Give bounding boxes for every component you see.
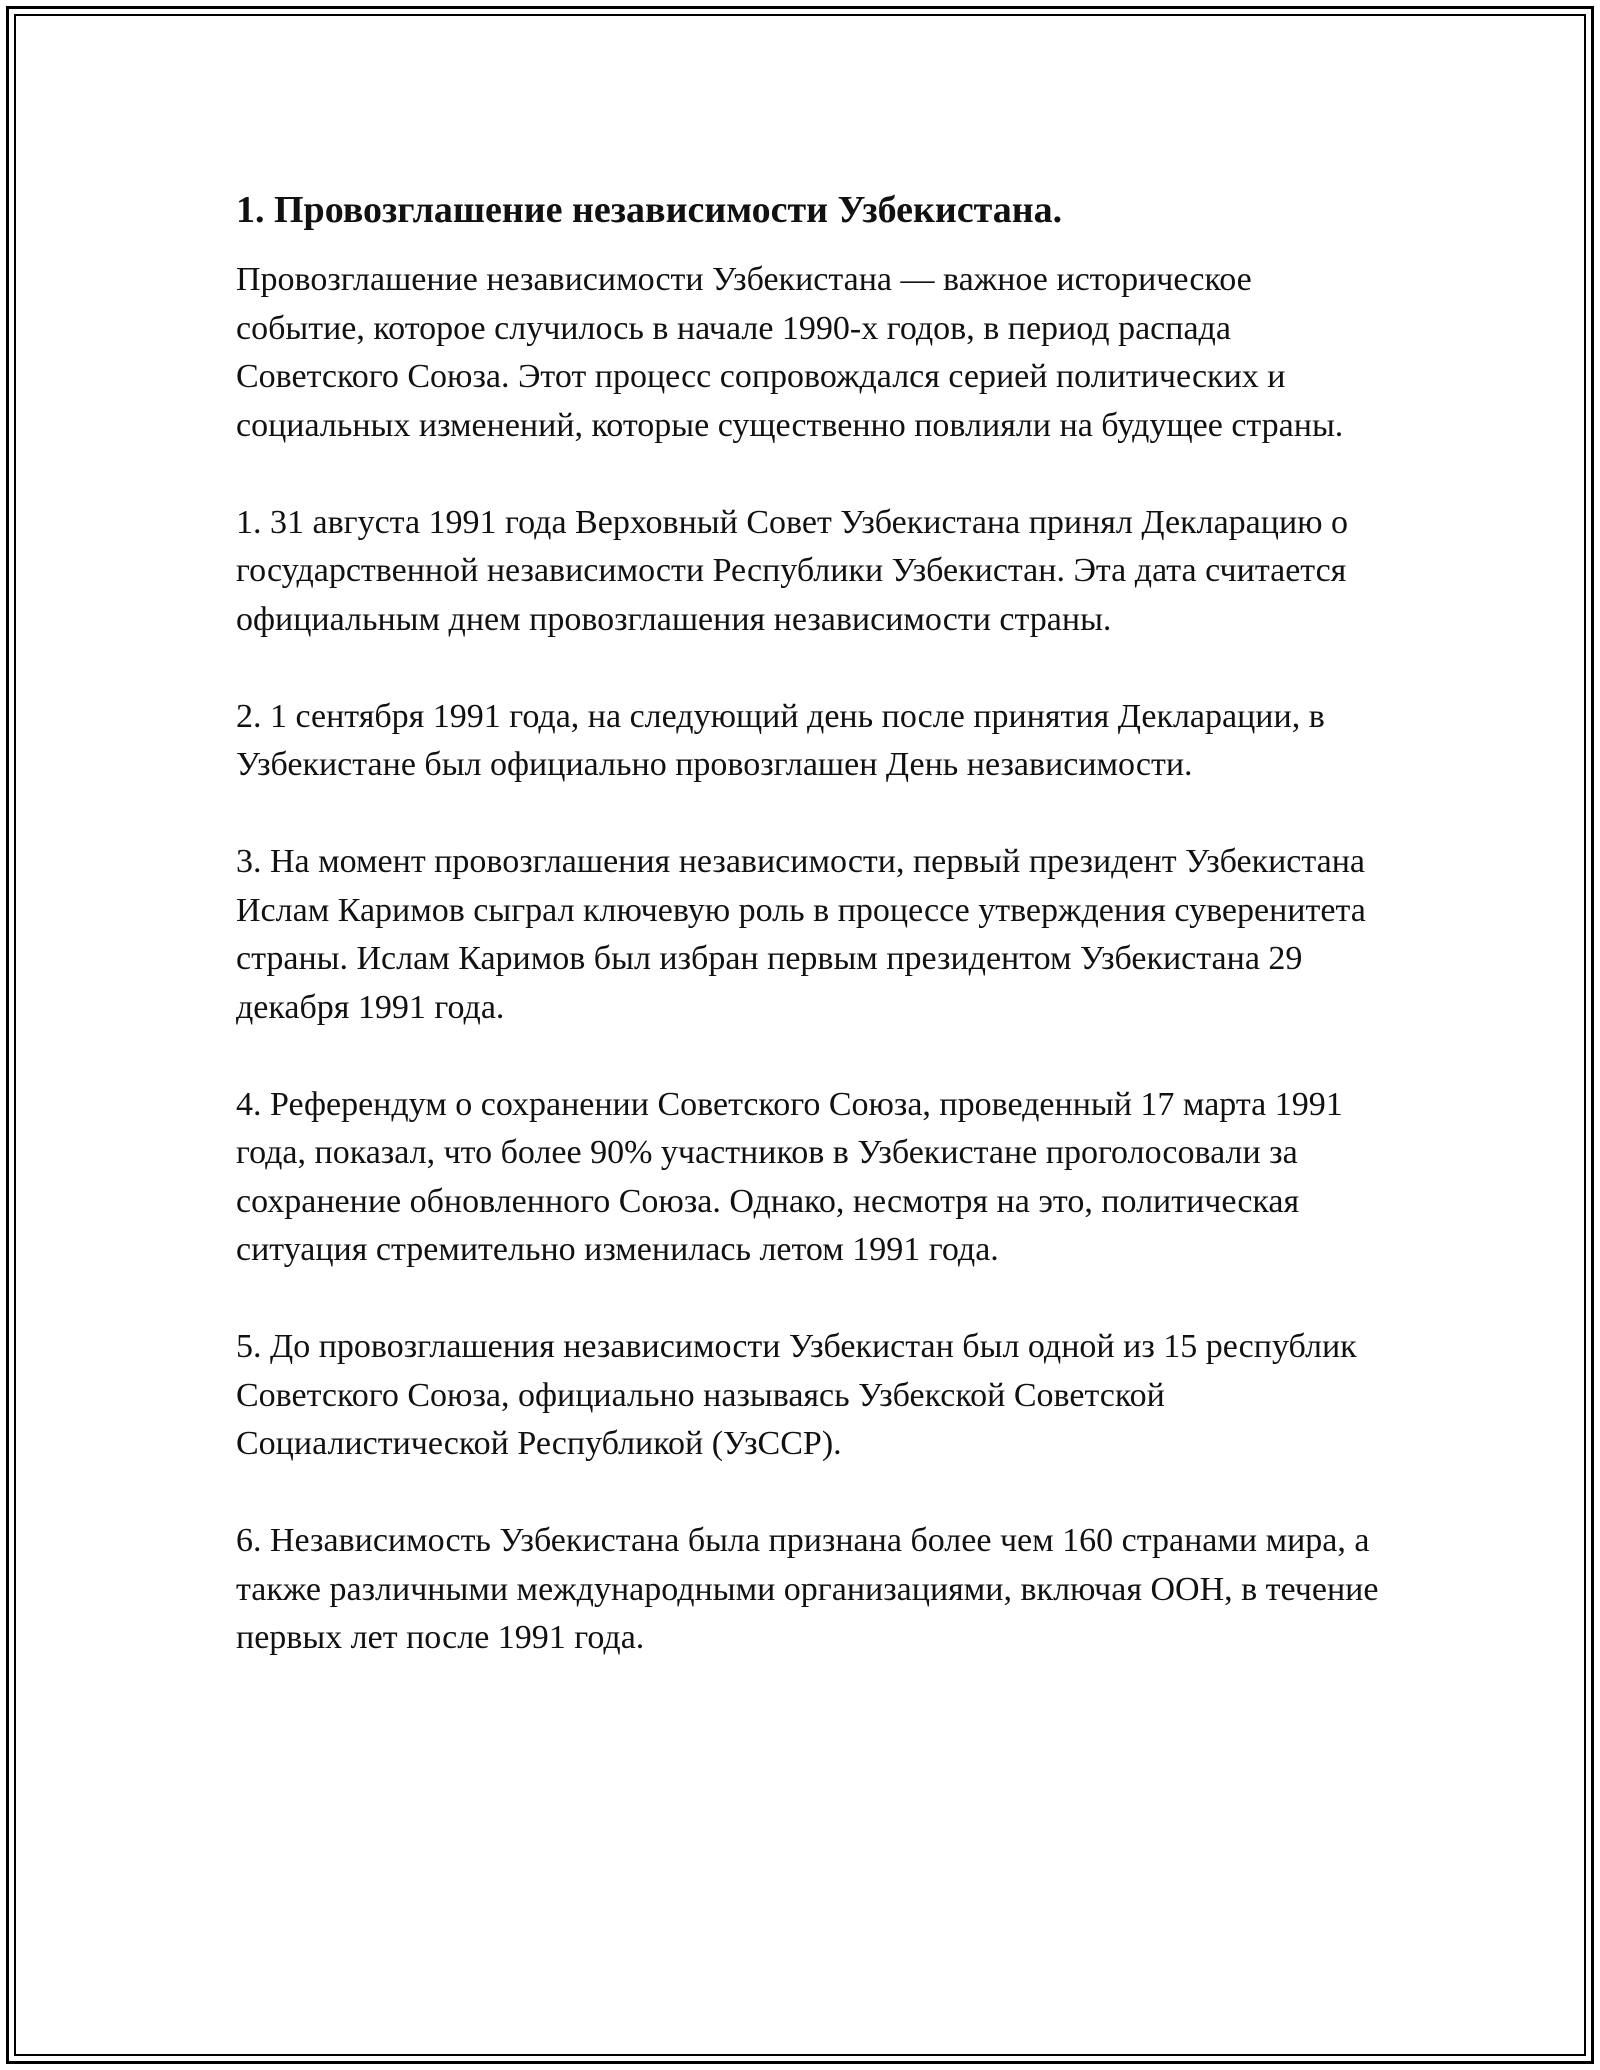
document-body (236, 186, 1386, 1711)
document-title: 1. Провозглашение независимости Узбекистана. (236, 189, 1063, 231)
intro-paragraph: Провозглашение независимости Узбекистана — важное историческое событие, которое случилось в начале 1990-х годов, в период распада Советского Союза. Этот процесс сопровождался серией политических и социальных изменений, которые существенно повлияли на будущее страны. (236, 261, 1344, 444)
list-item-1: 1. 31 августа 1991 года Верховный Совет Узбекистана принял Декларацию о государственной независимости Республики Узбекистан. Эта дата считается официальным днем провозглашения независимости страны. (236, 503, 1349, 638)
list-item-2: 2. 1 сентября 1991 года, на следующий день после принятия Декларации, в Узбекистане был официально провозглашен День независимости. (236, 697, 1325, 783)
list-item-3: 3. На момент провозглашения независимости, первый президент Узбекистана Ислам Каримов сыграл ключевую роль в процессе утверждения суверенитета страны. Ислам Каримов был избран первым президентом Узбекистана 29 декабря 1991 года. (236, 843, 1366, 1026)
list-item-4: 4. Референдум о сохранении Советского Союза, проведенный 17 марта 1991 года, показал, что более 90% участников в Узбекистане проголосовали за сохранение обновленного Союза. Однако, несмотря на это, политическая ситуация стремительно изменилась летом 1991 года. (236, 1085, 1343, 1268)
list-item-5: 5. До провозглашения независимости Узбекистан был одной из 15 республик Советского Союза, официально называясь Узбекской Советской Социалистической Республикой (УзССР). (236, 1328, 1357, 1462)
list-item-6: 6. Независимость Узбекистана была признана более чем 160 странами мира, а также различными международными организациями, включая ООН, в течение первых лет после 1991 года. (236, 1522, 1379, 1656)
